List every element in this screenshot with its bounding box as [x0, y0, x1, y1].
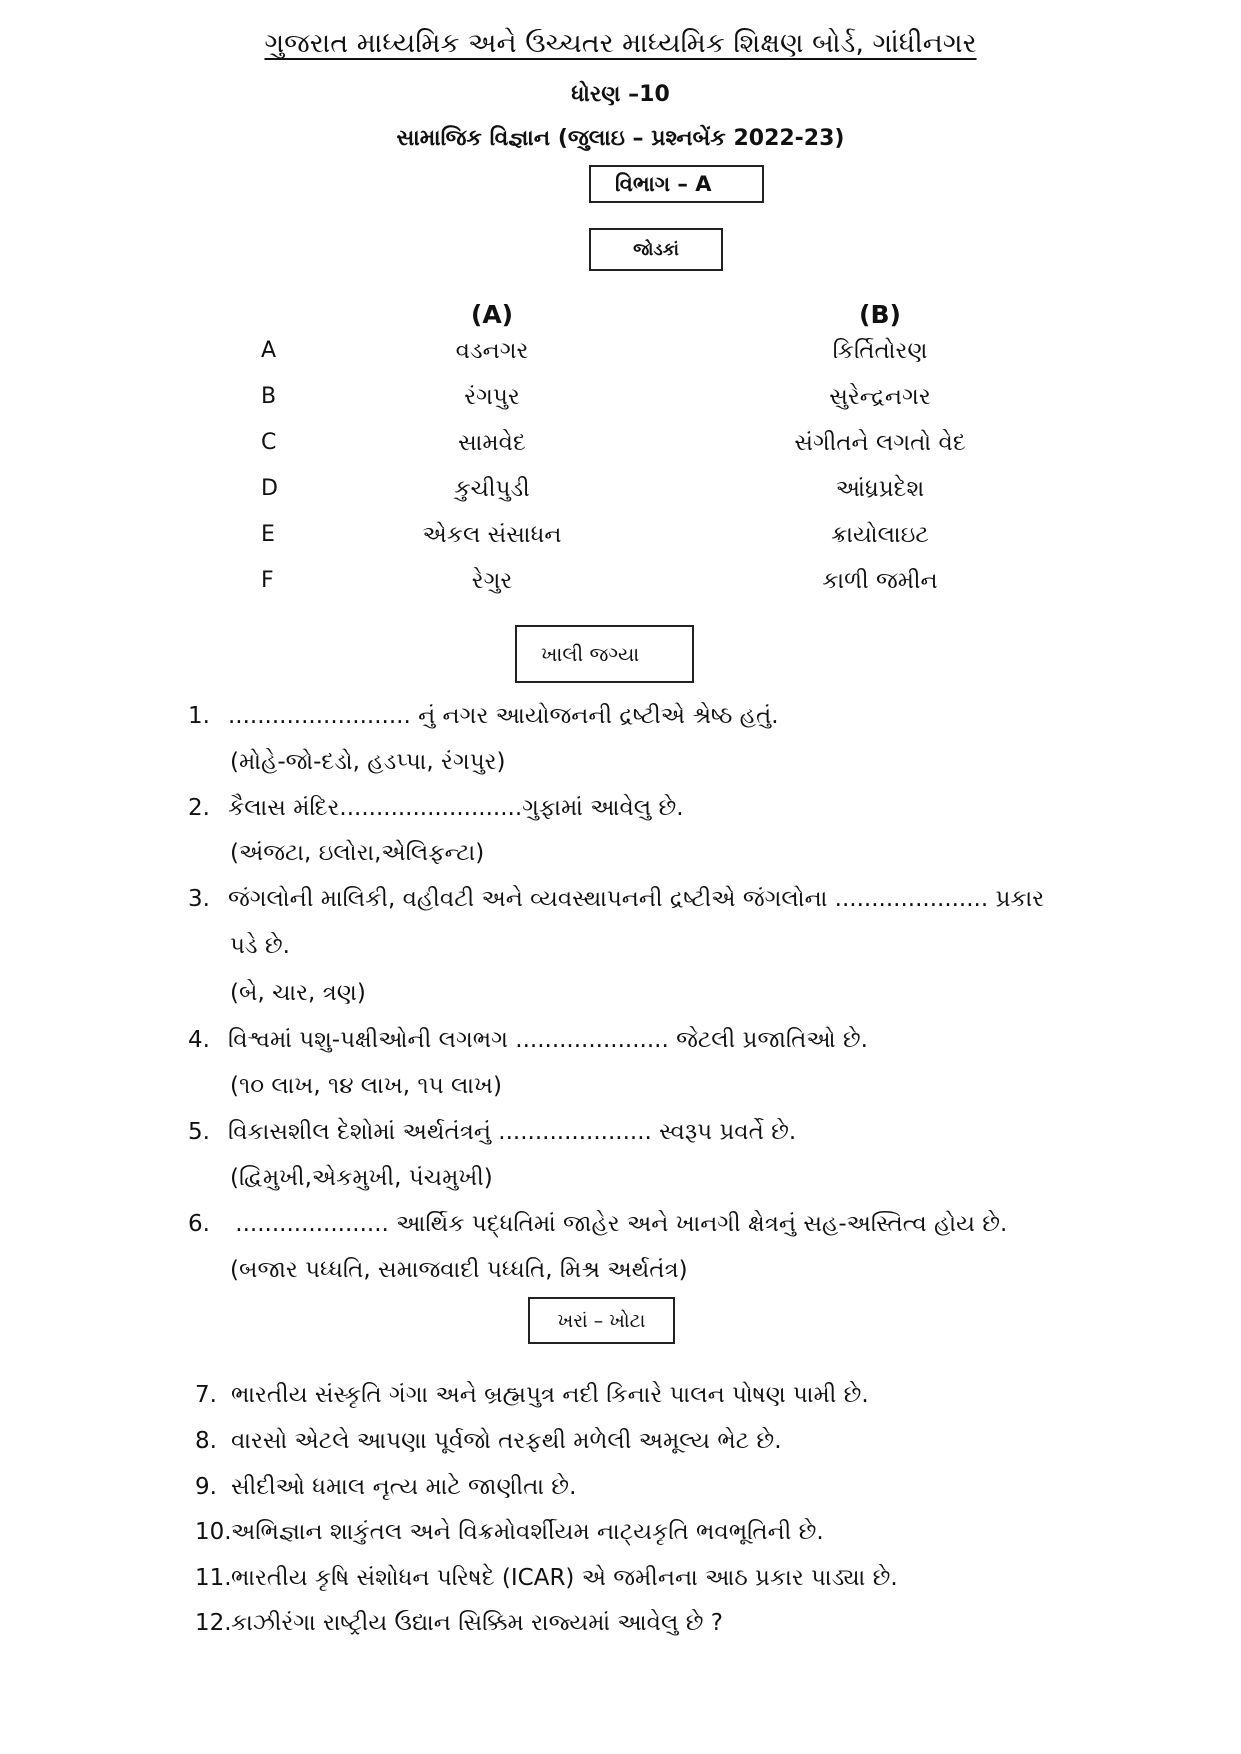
- column-a-item: રંગપુર: [464, 384, 520, 410]
- matching-row: [0, 384, 1241, 424]
- question-text: વિકાસશીલ દેશોમાં અર્થતંત્રનું ..................... સ્વરૂપ પ્રવર્તે છે.: [228, 1119, 797, 1145]
- column-b-item: સુરેન્દ્રનગર: [829, 384, 931, 410]
- column-b-item: ક્રાયોલાઇટ: [831, 522, 929, 548]
- row-letter: C: [261, 430, 277, 455]
- matching-row: [0, 568, 1241, 608]
- row-letter: F: [261, 568, 274, 593]
- matching-heading: જોડકાં: [633, 239, 679, 260]
- column-b-item: કાળી જમીન: [822, 568, 938, 594]
- column-a-item: વડનગર: [455, 338, 529, 364]
- standard-label: ધોરણ –10: [571, 82, 670, 107]
- question-4-options: (૧૦ લાખ, ૧૪ લાખ, ૧૫ લાખ): [230, 1073, 502, 1099]
- matching-heading-box: [589, 228, 723, 271]
- question-number: 5.: [188, 1119, 210, 1145]
- question-2: [188, 795, 684, 821]
- question-number: 7.: [195, 1382, 217, 1408]
- question-number: 1.: [188, 703, 210, 729]
- question-text: ભારતીય કૃષિ સંશોધન પરિષદે (ICAR) એ જમીનના આઠ પ્રકાર પાડ્યા છે.: [231, 1565, 898, 1591]
- question-1: [188, 703, 779, 729]
- question-number: 10.: [195, 1519, 232, 1545]
- question-text: ..................... આર્થિક પદ્ધતિમાં જાહેર અને ખાનગી ક્ષેત્રનું સહ-અસ્તિત્વ હોય છે.: [228, 1211, 1008, 1237]
- question-text: જંગલોની માલિકી, વહીવટી અને વ્યવસ્થાપનની દ્રષ્ટીએ જંગલોના ..................... પ્રકાર: [228, 886, 1045, 912]
- column-a-item: કુચીપુડી: [454, 476, 530, 502]
- question-2-options: (અંજટા, ઇલોરા,એલિફન્ટા): [230, 840, 485, 866]
- question-9: [195, 1474, 576, 1500]
- matching-row: [0, 430, 1241, 470]
- question-3-options: (બે, ચાર, ત્રણ): [230, 980, 366, 1006]
- question-number: 9.: [195, 1474, 217, 1500]
- question-4: [188, 1027, 868, 1053]
- column-a-item: રેગુર: [471, 568, 513, 594]
- question-text: સીદીઓ ધમાલ નૃત્ય માટે જાણીતા છે.: [231, 1474, 577, 1500]
- true-false-heading: ખરાં – ખોટા: [557, 1309, 646, 1332]
- column-b-item: કિર્તિતોરણ: [832, 338, 928, 364]
- matching-row: [0, 476, 1241, 516]
- matching-row: [0, 338, 1241, 378]
- column-b-item: સંગીતને લગતો વેદ: [794, 430, 966, 456]
- question-1-options: (મોહે-જો-દડો, હડપ્પા, રંગપુર): [230, 749, 506, 775]
- question-text: કૈલાસ મંદિર.........................ગુફામાં આવેલુ છે.: [228, 795, 684, 821]
- question-number: 3.: [188, 886, 210, 912]
- question-number: 6.: [188, 1211, 210, 1237]
- question-text: ......................... નું નગર આયોજનની દ્રષ્ટીએ શ્રેષ્ઠ હતું.: [228, 703, 779, 729]
- question-text: વારસો એટલે આપણા પૂર્વજો તરફથી મળેલી અમૂલ્ય ભેટ છે.: [231, 1428, 782, 1454]
- board-title-text: ગુજરાત માધ્યમિક અને ઉચ્ચતર માધ્યમિક શિક્ષણ બોર્ડ, ગાંધીનગર: [264, 28, 977, 59]
- question-text: અભિજ્ઞાન શાકુંતલ અને વિક્રમોવર્શીયમ નાટ્યકૃતિ ભવભૂતિની છે.: [231, 1519, 824, 1545]
- question-8: [195, 1428, 782, 1454]
- question-text: ભારતીય સંસ્કૃતિ ગંગા અને બ્રહ્મપુત્ર નદી કિનારે પાલન પોષણ પામી છે.: [231, 1382, 869, 1408]
- question-number: 12.: [195, 1610, 232, 1636]
- question-text: વિશ્વમાં પશુ-પક્ષીઓની લગભગ ..................... જેટલી પ્રજાતિઓ છે.: [228, 1027, 868, 1053]
- column-a-item: સામવેદ: [458, 430, 526, 456]
- question-number: 8.: [195, 1428, 217, 1454]
- row-letter: B: [261, 384, 277, 409]
- row-letter: E: [261, 522, 275, 547]
- question-number: 2.: [188, 795, 210, 821]
- matching-row: [0, 522, 1241, 562]
- question-12: [195, 1610, 723, 1636]
- question-5: [188, 1119, 796, 1145]
- column-b-header: (B): [859, 300, 901, 329]
- question-7: [195, 1382, 869, 1408]
- question-6-options: (બજાર પધ્ધતિ, સમાજવાદી પધ્ધતિ, મિશ્ર અર્થતંત્ર): [230, 1257, 688, 1283]
- column-b-item: આંધ્રપ્રદેશ: [835, 476, 925, 502]
- subject-title: સામાજિક વિજ્ઞાન (જુલાઇ – પ્રશ્નબેંક 2022-23): [396, 126, 845, 151]
- question-text: કાઝીરંગા રાષ્ટ્રીય ઉદ્યાન સિક્કિમ રાજ્યમાં આવેલુ છે ?: [231, 1610, 724, 1636]
- question-number: 11.: [195, 1565, 232, 1591]
- column-a-header: (A): [470, 300, 514, 329]
- board-title: [0, 28, 1241, 60]
- question-11: [195, 1565, 898, 1591]
- row-letter: D: [261, 476, 278, 501]
- section-label-box: [589, 165, 764, 203]
- question-10: [195, 1519, 824, 1545]
- row-letter: A: [261, 338, 277, 363]
- question-3-text-continued: પડે છે.: [230, 933, 290, 959]
- section-label: વિભાગ – A: [615, 171, 712, 196]
- question-number: 4.: [188, 1027, 210, 1053]
- column-a-item: એકલ સંસાધન: [422, 522, 562, 548]
- fill-blanks-heading-box: [515, 625, 694, 683]
- question-3: [188, 886, 1044, 912]
- true-false-heading-box: [528, 1297, 675, 1344]
- question-5-options: (દ્વિમુખી,એકમુખી, પંચમુખી): [230, 1165, 493, 1191]
- question-6: [188, 1211, 1007, 1237]
- fill-blanks-heading: ખાલી જગ્યા: [541, 642, 640, 666]
